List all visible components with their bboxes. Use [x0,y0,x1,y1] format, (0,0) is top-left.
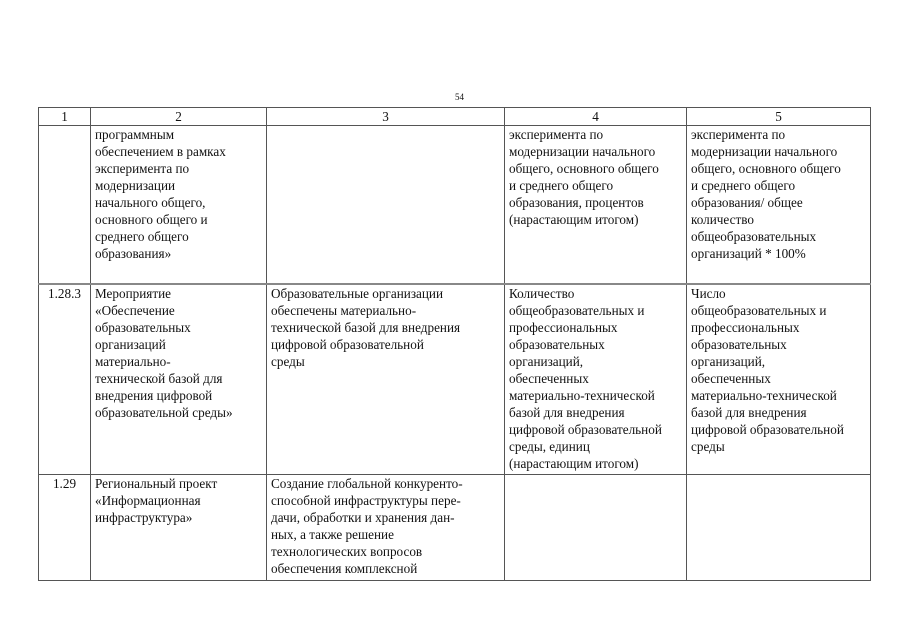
header-cell-2: 2 [91,108,267,126]
indicator: Количество общеобразовательных и профессиональных образовательных организаций, обеспеченных материально-технической базой для внедрения цифровой образовательной среды, единиц (нарастающим итогом) [505,284,687,475]
page-number: 54 [455,92,464,102]
table-row [39,126,871,285]
event-name: Региональный проект «Информационная инфраструктура» [91,475,267,581]
calculation-method [687,475,871,581]
event-name: Мероприятие «Обеспечение образовательных организаций материально- технической базой для внедрения цифровой образовательной среды» [91,284,267,475]
result: Создание глобальной конкуренто- способной инфраструктуры пере- дачи, обработки и хранения дан- ных, а также решение технологических вопросов обеспечения комплексной [267,475,505,581]
table-header-row [39,108,871,126]
header-cell-5: 5 [687,108,871,126]
row-number: 1.29 [39,475,91,581]
table-row [39,284,871,475]
table-row [39,475,871,581]
event-name: программным обеспечением в рамках эксперимента по модернизации начального общего, основного общего и среднего общего образования» [91,126,267,285]
calculation-method: эксперимента по модернизации начального общего, основного общего и среднего общего образования/ общее количество общеобразовательных организаций * 100% [687,126,871,285]
indicators-table [38,107,871,581]
header-cell-3: 3 [267,108,505,126]
indicator: эксперимента по модернизации начального общего, основного общего и среднего общего образования, процентов (нарастающим итогом) [505,126,687,285]
result: Образовательные организации обеспечены материально- технической базой для внедрения цифровой образовательной среды [267,284,505,475]
row-number [39,126,91,285]
header-cell-4: 4 [505,108,687,126]
row-number: 1.28.3 [39,284,91,475]
result [267,126,505,285]
indicator [505,475,687,581]
calculation-method: Число общеобразовательных и профессиональных образовательных организаций, обеспеченных материально-технической базой для внедрения цифровой образовательной среды [687,284,871,475]
header-cell-1: 1 [39,108,91,126]
